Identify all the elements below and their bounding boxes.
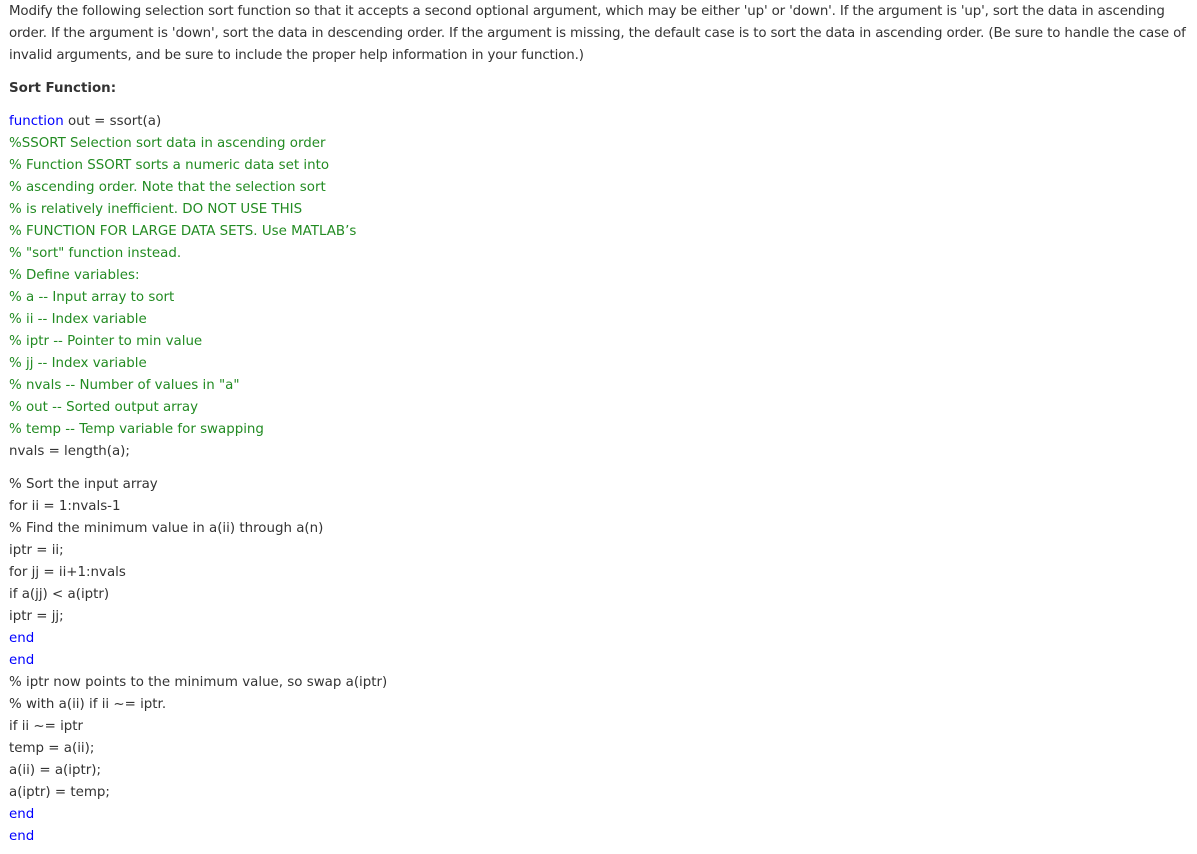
code-comment: % out -- Sorted output array bbox=[9, 400, 199, 415]
code-keyword: function bbox=[9, 114, 64, 129]
code-comment: % "sort" function instead. bbox=[9, 246, 182, 261]
code-spacer bbox=[9, 463, 1191, 474]
code-comment: % jj -- Index variable bbox=[9, 356, 147, 371]
code-line: iptr = jj; bbox=[9, 609, 64, 624]
code-line: % iptr now points to the minimum value, so swap a(iptr) bbox=[9, 675, 388, 690]
code-line: % with a(ii) if ii ~= iptr. bbox=[9, 697, 167, 712]
code-line: if ii ~= iptr bbox=[9, 719, 84, 734]
code-comment: % a -- Input array to sort bbox=[9, 290, 175, 305]
code-comment: % nvals -- Number of values in "a" bbox=[9, 378, 240, 393]
code-line: if a(jj) < a(iptr) bbox=[9, 587, 110, 602]
code-keyword: end bbox=[9, 829, 35, 844]
code-comment: % ascending order. Note that the selection sort bbox=[9, 180, 326, 195]
code-comment: % FUNCTION FOR LARGE DATA SETS. Use MATLAB’s bbox=[9, 224, 357, 239]
code-comment: % temp -- Temp variable for swapping bbox=[9, 422, 264, 437]
code-line: nvals = length(a); bbox=[9, 444, 130, 459]
code-line: % Find the minimum value in a(ii) through a(n) bbox=[9, 521, 324, 536]
code-line: a(iptr) = temp; bbox=[9, 785, 110, 800]
section-heading: Sort Function: bbox=[9, 81, 117, 96]
code-line: a(ii) = a(iptr); bbox=[9, 763, 101, 778]
code-comment: % is relatively inefficient. DO NOT USE THIS bbox=[9, 202, 303, 217]
code-line: % Sort the input array bbox=[9, 477, 158, 492]
code-line bbox=[9, 111, 1191, 133]
code-block bbox=[9, 111, 1191, 848]
code-line: iptr = ii; bbox=[9, 543, 64, 558]
code-text: out = ssort(a) bbox=[63, 114, 162, 129]
code-comment: % ii -- Index variable bbox=[9, 312, 147, 327]
code-line: for ii = 1:nvals-1 bbox=[9, 499, 121, 514]
code-comment: %SSORT Selection sort data in ascending order bbox=[9, 136, 326, 151]
code-comment: % iptr -- Pointer to min value bbox=[9, 334, 203, 349]
code-line: for jj = ii+1:nvals bbox=[9, 565, 126, 580]
code-line: temp = a(ii); bbox=[9, 741, 95, 756]
code-comment: % Define variables: bbox=[9, 268, 140, 283]
code-keyword: end bbox=[9, 653, 35, 668]
code-comment: % Function SSORT sorts a numeric data set into bbox=[9, 158, 330, 173]
code-keyword: end bbox=[9, 807, 35, 822]
question-prompt: Modify the following selection sort function so that it accepts a second optional argument, which may be either 'up' or 'down'. If the argument is 'up', sort the data in ascending order. If the argument is 'down', sort the data in descending order. If the argument is missing, the default case is to sort the data in ascending order. (Be sure to handle the case of invalid arguments, and be sure to include the proper help information in your function.) bbox=[9, 4, 1186, 63]
code-keyword: end bbox=[9, 631, 35, 646]
